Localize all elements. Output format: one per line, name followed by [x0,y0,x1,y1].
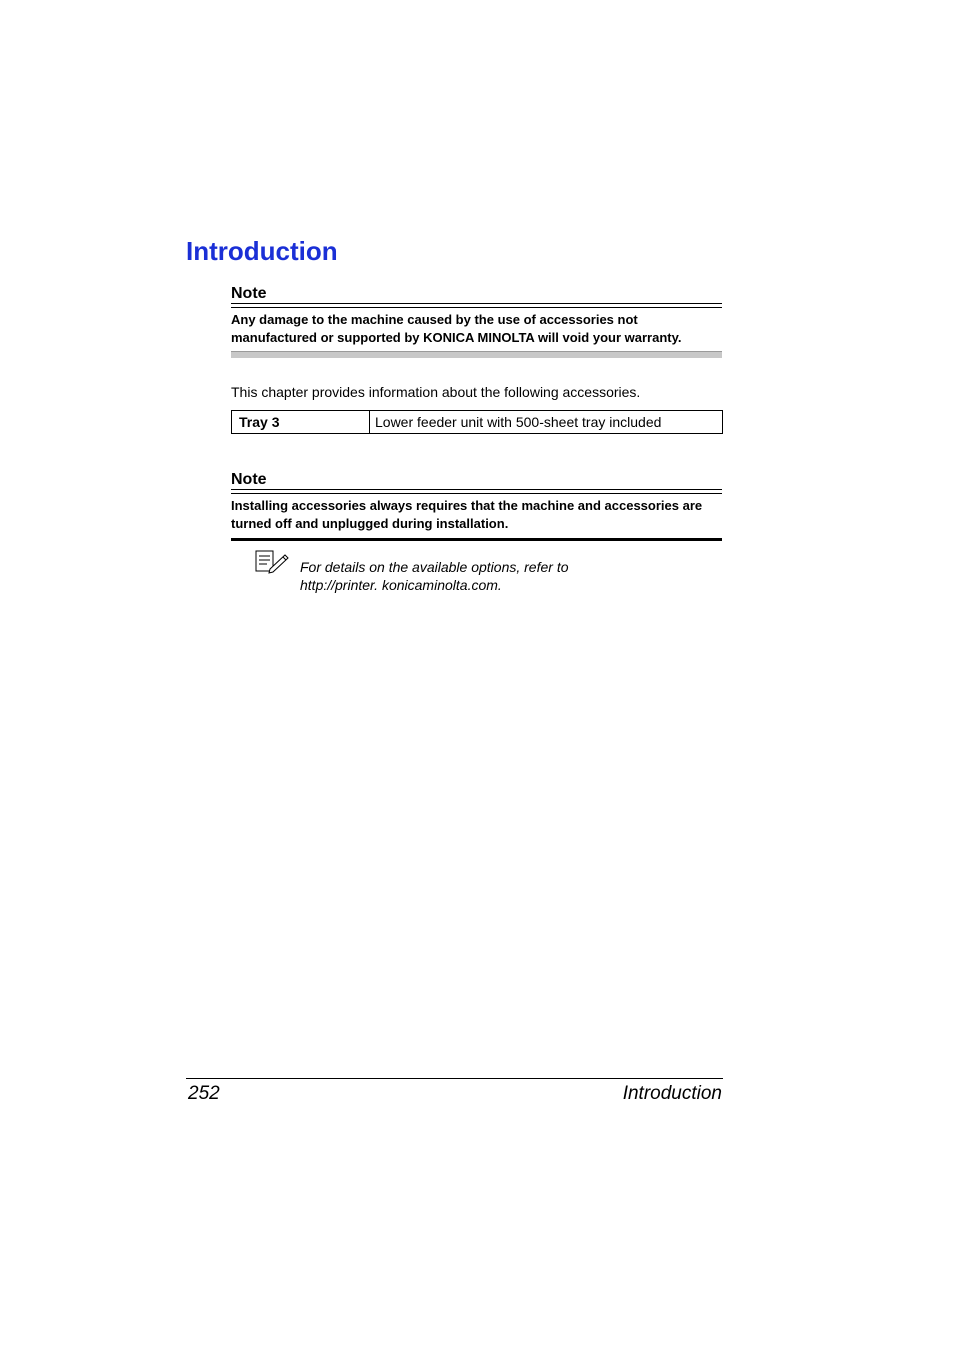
intro-paragraph: This chapter provides information about the following accessories. [231,384,641,400]
hint-link[interactable]: http://printer. konicaminolta.com. [300,577,502,593]
note-text: Installing accessories always requires that the machine and accessories are turned off and unplugged during installation. [231,498,703,531]
note-installation-warning [231,471,722,541]
accessory-description: Lower feeder unit with 500-sheet tray included [370,411,723,434]
note-text: Any damage to the machine caused by the use of accessories not manufactured or supported by KONICA MINOLTA will void your warranty. [231,312,682,345]
page-title: Introduction [186,236,338,266]
note-top-rule [231,303,722,308]
note-bottom-rule [231,538,722,541]
accessories-table [231,410,723,434]
note-bottom-rule [231,351,722,358]
note-top-rule [231,489,722,494]
hint-text [300,558,569,594]
note-heading: Note [231,471,267,488]
footer-section-title: Introduction [622,1083,722,1104]
pen-note-icon [254,550,290,574]
page-number: 252 [188,1083,220,1104]
accessory-name: Tray 3 [232,411,370,434]
footer-rule [186,1078,723,1079]
note-heading: Note [231,285,267,302]
note-damage-warning [231,285,722,358]
hint-line-1: For details on the available options, refer to [300,559,569,575]
table-row [232,411,723,434]
